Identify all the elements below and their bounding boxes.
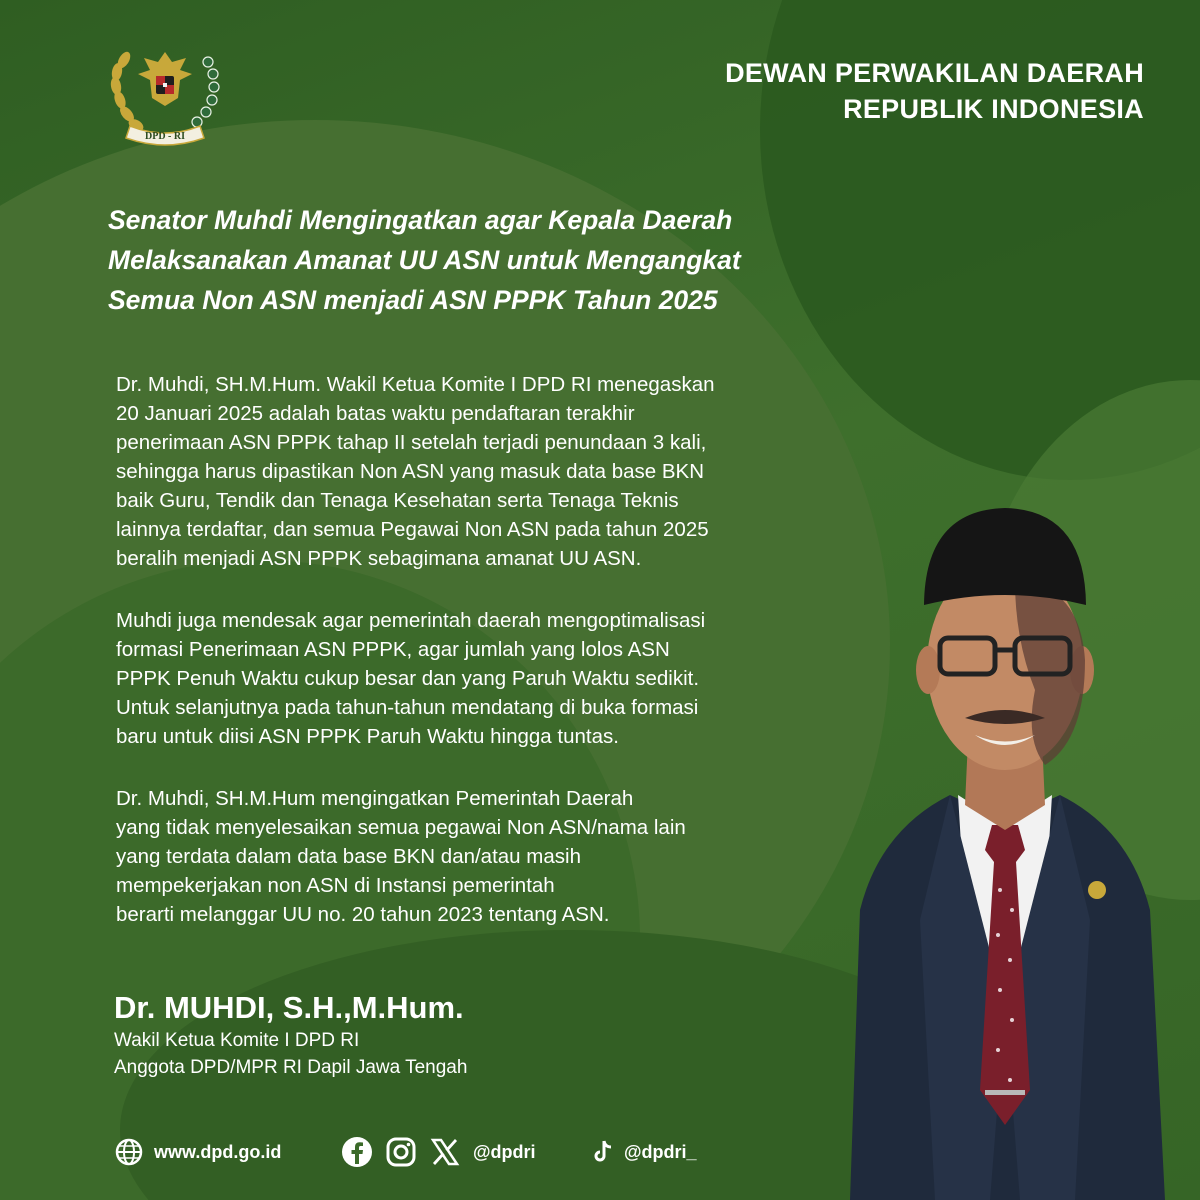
text-line: Dr. Muhdi, SH.M.Hum. Wakil Ketua Komite I DPD RI menegaskan xyxy=(116,373,715,396)
headline-line-1: Senator Muhdi Mengingatkan agar Kepala Daerah xyxy=(108,205,733,235)
tiktok-handle: @dpdri_ xyxy=(624,1141,697,1162)
header-line-2: REPUBLIK INDONESIA xyxy=(843,94,1144,124)
text-line: Muhdi juga mendesak agar pemerintah daerah mengoptimalisasi xyxy=(116,609,706,632)
text-line: baru untuk diisi ASN PPPK Paruh Waktu hingga tuntas. xyxy=(116,725,619,748)
signature-role-1: Wakil Ketua Komite I DPD RI xyxy=(114,1030,360,1051)
text-line: lainnya terdaftar, dan semua Pegawai Non ASN pada tahun 2025 xyxy=(116,518,709,541)
headline-line-3: Semua Non ASN menjadi ASN PPPK Tahun 2025 xyxy=(108,285,718,315)
text-line: yang tidak menyelesaikan semua pegawai Non ASN/nama lain xyxy=(116,816,686,839)
text-line: mempekerjakan non ASN di Instansi pemerintah xyxy=(116,874,555,897)
text-line: PPPK Penuh Waktu cukup besar dan yang Paruh Waktu sedikit. xyxy=(116,667,700,690)
text-line: penerimaan ASN PPPK tahap II setelah terjadi penundaan 3 kali, xyxy=(116,431,707,454)
tiktok-icon xyxy=(592,1139,616,1165)
text-line: Dr. Muhdi, SH.M.Hum mengingatkan Pemerintah Daerah xyxy=(116,787,634,810)
tiktok-link[interactable] xyxy=(592,1130,697,1174)
website-text: www.dpd.go.id xyxy=(154,1141,282,1162)
text-line: berarti melanggar UU no. 20 tahun 2023 tentang ASN. xyxy=(116,903,610,926)
paragraph-1 xyxy=(116,370,906,573)
signature-name: Dr. MUHDI, S.H.,M.Hum. xyxy=(114,990,464,1025)
headline xyxy=(108,200,908,320)
senator-portrait xyxy=(840,490,1170,1200)
footer-links xyxy=(114,1130,814,1174)
paragraph-3 xyxy=(116,784,906,929)
text-line: beralih menjadi ASN PPPK sebagimana amanat UU ASN. xyxy=(116,547,642,570)
article-body xyxy=(116,370,906,962)
text-line: yang terdata dalam data base BKN dan/atau masih xyxy=(116,845,581,868)
header-institution xyxy=(725,55,1144,127)
website-link[interactable] xyxy=(114,1130,281,1174)
signature-role-2: Anggota DPD/MPR RI Dapil Jawa Tengah xyxy=(114,1057,468,1078)
social-handle: @dpdri xyxy=(473,1141,536,1162)
text-line: sehingga harus dipastikan Non ASN yang masuk data base BKN xyxy=(116,460,705,483)
globe-icon xyxy=(114,1137,144,1167)
header-line-1: DEWAN PERWAKILAN DAERAH xyxy=(725,58,1144,88)
text-line: baik Guru, Tendik dan Tenaga Kesehatan serta Tenaga Teknis xyxy=(116,489,679,512)
dpd-ri-logo xyxy=(100,40,230,150)
text-line: 20 Januari 2025 adalah batas waktu pendaftaran terakhir xyxy=(116,402,635,425)
x-twitter-icon[interactable] xyxy=(429,1136,461,1168)
text-line: Untuk selanjutnya pada tahun-tahun mendatang di buka formasi xyxy=(116,696,699,719)
logo-banner-text: DPD - RI xyxy=(145,131,185,142)
instagram-icon[interactable] xyxy=(385,1136,417,1168)
headline-line-2: Melaksanakan Amanat UU ASN untuk Mengangkat xyxy=(108,245,741,275)
paragraph-2 xyxy=(116,606,906,751)
social-links xyxy=(341,1130,536,1174)
text-line: formasi Penerimaan ASN PPPK, agar jumlah yang lolos ASN xyxy=(116,638,670,661)
facebook-icon[interactable] xyxy=(341,1136,373,1168)
